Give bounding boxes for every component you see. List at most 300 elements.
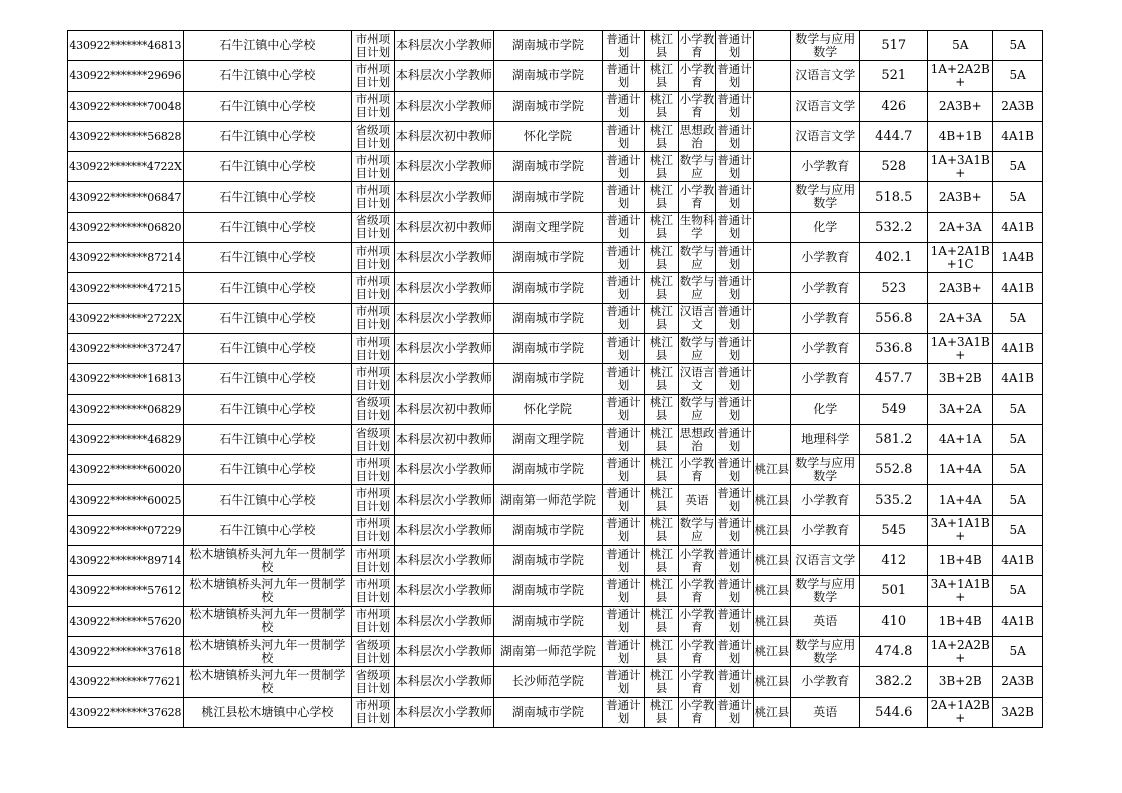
school-cell: 石牛江镇中心学校 [183, 273, 351, 303]
grade-b-cell: 5A [993, 61, 1043, 91]
school-cell: 松木塘镇桥头河九年一贯制学校 [183, 636, 351, 666]
major-cell: 小学教育 [678, 182, 716, 212]
plan-level-cell: 市州项目计划 [352, 546, 395, 576]
school-cell: 石牛江镇中心学校 [183, 333, 351, 363]
id-number-cell: 430922*******89714 [68, 546, 184, 576]
grade-b-cell: 5A [993, 636, 1043, 666]
major-cell: 数学与应 [678, 394, 716, 424]
county-cell: 桃江县 [645, 152, 678, 182]
grade-a-cell: 1A+3A1B+ [928, 152, 993, 182]
school-cell: 石牛江镇中心学校 [183, 31, 351, 61]
position-type-cell: 本科层次小学教师 [394, 515, 493, 545]
university-cell: 湖南第一师范学院 [494, 485, 603, 515]
plan-type-cell: 普通计划 [602, 91, 645, 121]
county-cell: 桃江县 [645, 455, 678, 485]
major-cell: 小学教育 [678, 606, 716, 636]
position-type-cell: 本科层次小学教师 [394, 182, 493, 212]
grade-b-cell: 5A [993, 31, 1043, 61]
grade-a-cell: 5A [928, 31, 993, 61]
plan-level-cell: 市州项目计划 [352, 606, 395, 636]
score-cell: 501 [860, 576, 928, 606]
subject-cell: 小学教育 [791, 243, 860, 273]
major-cell: 英语 [678, 485, 716, 515]
grade-b-cell: 2A3B [993, 667, 1043, 697]
plan-level-cell: 省级项目计划 [352, 424, 395, 454]
grade-b-cell: 4A1B [993, 606, 1043, 636]
major-cell: 数学与应 [678, 515, 716, 545]
university-cell: 长沙师范学院 [494, 667, 603, 697]
county-cell: 桃江县 [645, 91, 678, 121]
id-number-cell: 430922*******46829 [68, 424, 184, 454]
plan-type-cell: 普通计划 [602, 243, 645, 273]
plan-cell: 普通计划 [716, 667, 754, 697]
plan-level-cell: 市州项目计划 [352, 364, 395, 394]
grade-b-cell: 4A1B [993, 273, 1043, 303]
table-row [68, 546, 1043, 576]
county-cell: 桃江县 [645, 303, 678, 333]
university-cell: 湖南城市学院 [494, 182, 603, 212]
position-type-cell: 本科层次小学教师 [394, 303, 493, 333]
grade-b-cell: 5A [993, 485, 1043, 515]
plan-cell: 普通计划 [716, 636, 754, 666]
subject-cell: 小学教育 [791, 303, 860, 333]
county-cell: 桃江县 [645, 697, 678, 727]
county-extra-cell [753, 394, 791, 424]
grade-a-cell: 1A+4A [928, 485, 993, 515]
plan-type-cell: 普通计划 [602, 212, 645, 242]
score-cell: 410 [860, 606, 928, 636]
grade-a-cell: 1A+3A1B+ [928, 333, 993, 363]
table-row [68, 424, 1043, 454]
subject-cell: 化学 [791, 394, 860, 424]
plan-type-cell: 普通计划 [602, 31, 645, 61]
plan-type-cell: 普通计划 [602, 667, 645, 697]
university-cell: 湖南城市学院 [494, 31, 603, 61]
plan-level-cell: 市州项目计划 [352, 697, 395, 727]
grade-a-cell: 3B+2B [928, 364, 993, 394]
plan-cell: 普通计划 [716, 606, 754, 636]
county-extra-cell [753, 273, 791, 303]
major-cell: 小学教育 [678, 667, 716, 697]
school-cell: 石牛江镇中心学校 [183, 243, 351, 273]
major-cell: 小学教育 [678, 546, 716, 576]
plan-type-cell: 普通计划 [602, 485, 645, 515]
grade-b-cell: 2A3B [993, 91, 1043, 121]
id-number-cell: 430922*******77621 [68, 667, 184, 697]
county-cell: 桃江县 [645, 212, 678, 242]
grade-b-cell: 4A1B [993, 333, 1043, 363]
grade-a-cell: 3A+1A1B+ [928, 576, 993, 606]
school-cell: 石牛江镇中心学校 [183, 515, 351, 545]
score-cell: 402.1 [860, 243, 928, 273]
county-cell: 桃江县 [645, 485, 678, 515]
id-number-cell: 430922*******70048 [68, 91, 184, 121]
subject-cell: 数学与应用数学 [791, 636, 860, 666]
id-number-cell: 430922*******56828 [68, 121, 184, 151]
id-number-cell: 430922*******57612 [68, 576, 184, 606]
major-cell: 数学与应 [678, 152, 716, 182]
id-number-cell: 430922*******57620 [68, 606, 184, 636]
plan-type-cell: 普通计划 [602, 455, 645, 485]
plan-cell: 普通计划 [716, 697, 754, 727]
plan-cell: 普通计划 [716, 364, 754, 394]
county-extra-cell [753, 243, 791, 273]
county-cell: 桃江县 [645, 182, 678, 212]
school-cell: 松木塘镇桥头河九年一贯制学校 [183, 606, 351, 636]
county-extra-cell [753, 152, 791, 182]
plan-cell: 普通计划 [716, 333, 754, 363]
school-cell: 松木塘镇桥头河九年一贯制学校 [183, 667, 351, 697]
plan-cell: 普通计划 [716, 273, 754, 303]
id-number-cell: 430922*******46813 [68, 31, 184, 61]
university-cell: 怀化学院 [494, 121, 603, 151]
school-cell: 石牛江镇中心学校 [183, 212, 351, 242]
id-number-cell: 430922*******37618 [68, 636, 184, 666]
subject-cell: 小学教育 [791, 333, 860, 363]
position-type-cell: 本科层次小学教师 [394, 91, 493, 121]
county-cell: 桃江县 [645, 636, 678, 666]
university-cell: 湖南城市学院 [494, 606, 603, 636]
score-cell: 426 [860, 91, 928, 121]
position-type-cell: 本科层次小学教师 [394, 152, 493, 182]
position-type-cell: 本科层次小学教师 [394, 364, 493, 394]
plan-level-cell: 市州项目计划 [352, 333, 395, 363]
county-extra-cell [753, 212, 791, 242]
id-number-cell: 430922*******4722X [68, 152, 184, 182]
major-cell: 生物科学 [678, 212, 716, 242]
county-extra-cell [753, 61, 791, 91]
grade-b-cell: 4A1B [993, 121, 1043, 151]
grade-b-cell: 5A [993, 182, 1043, 212]
school-cell: 石牛江镇中心学校 [183, 152, 351, 182]
position-type-cell: 本科层次小学教师 [394, 576, 493, 606]
grade-a-cell: 3B+2B [928, 667, 993, 697]
id-number-cell: 430922*******06847 [68, 182, 184, 212]
grade-b-cell: 4A1B [993, 364, 1043, 394]
table-row [68, 121, 1043, 151]
subject-cell: 数学与应用数学 [791, 31, 860, 61]
position-type-cell: 本科层次小学教师 [394, 667, 493, 697]
position-type-cell: 本科层次小学教师 [394, 485, 493, 515]
school-cell: 桃江县松木塘镇中心学校 [183, 697, 351, 727]
county-extra-cell: 桃江县 [753, 636, 791, 666]
university-cell: 湖南城市学院 [494, 364, 603, 394]
major-cell: 小学教育 [678, 91, 716, 121]
plan-cell: 普通计划 [716, 61, 754, 91]
county-extra-cell [753, 333, 791, 363]
grade-b-cell: 5A [993, 152, 1043, 182]
grade-b-cell: 1A4B [993, 243, 1043, 273]
county-cell: 桃江县 [645, 667, 678, 697]
plan-cell: 普通计划 [716, 121, 754, 151]
plan-level-cell: 市州项目计划 [352, 152, 395, 182]
county-cell: 桃江县 [645, 243, 678, 273]
county-cell: 桃江县 [645, 424, 678, 454]
school-cell: 石牛江镇中心学校 [183, 91, 351, 121]
school-cell: 石牛江镇中心学校 [183, 303, 351, 333]
plan-type-cell: 普通计划 [602, 152, 645, 182]
university-cell: 湖南文理学院 [494, 212, 603, 242]
table-row [68, 455, 1043, 485]
score-cell: 518.5 [860, 182, 928, 212]
grade-a-cell: 1A+4A [928, 455, 993, 485]
plan-type-cell: 普通计划 [602, 606, 645, 636]
county-extra-cell: 桃江县 [753, 485, 791, 515]
grade-a-cell: 2A3B+ [928, 273, 993, 303]
county-cell: 桃江县 [645, 394, 678, 424]
major-cell: 汉语言文 [678, 364, 716, 394]
table-row [68, 515, 1043, 545]
county-extra-cell [753, 121, 791, 151]
score-cell: 545 [860, 515, 928, 545]
school-cell: 石牛江镇中心学校 [183, 121, 351, 151]
position-type-cell: 本科层次初中教师 [394, 212, 493, 242]
table-row [68, 606, 1043, 636]
table-row [68, 91, 1043, 121]
grade-b-cell: 5A [993, 394, 1043, 424]
plan-level-cell: 市州项目计划 [352, 515, 395, 545]
score-cell: 556.8 [860, 303, 928, 333]
plan-type-cell: 普通计划 [602, 546, 645, 576]
grade-a-cell: 2A+1A2B+ [928, 697, 993, 727]
id-number-cell: 430922*******37628 [68, 697, 184, 727]
position-type-cell: 本科层次小学教师 [394, 333, 493, 363]
position-type-cell: 本科层次小学教师 [394, 546, 493, 576]
id-number-cell: 430922*******60025 [68, 485, 184, 515]
score-cell: 581.2 [860, 424, 928, 454]
plan-type-cell: 普通计划 [602, 303, 645, 333]
score-cell: 457.7 [860, 364, 928, 394]
score-cell: 444.7 [860, 121, 928, 151]
major-cell: 数学与应 [678, 333, 716, 363]
subject-cell: 小学教育 [791, 152, 860, 182]
id-number-cell: 430922*******37247 [68, 333, 184, 363]
university-cell: 湖南城市学院 [494, 697, 603, 727]
university-cell: 湖南城市学院 [494, 243, 603, 273]
grade-a-cell: 2A3B+ [928, 182, 993, 212]
score-cell: 549 [860, 394, 928, 424]
plan-type-cell: 普通计划 [602, 515, 645, 545]
county-extra-cell: 桃江县 [753, 667, 791, 697]
university-cell: 湖南城市学院 [494, 455, 603, 485]
position-type-cell: 本科层次初中教师 [394, 424, 493, 454]
plan-cell: 普通计划 [716, 243, 754, 273]
grade-b-cell: 5A [993, 455, 1043, 485]
school-cell: 石牛江镇中心学校 [183, 394, 351, 424]
score-cell: 523 [860, 273, 928, 303]
grade-a-cell: 1A+2A2B+ [928, 61, 993, 91]
major-cell: 数学与应 [678, 273, 716, 303]
plan-level-cell: 市州项目计划 [352, 31, 395, 61]
university-cell: 湖南城市学院 [494, 515, 603, 545]
plan-level-cell: 市州项目计划 [352, 303, 395, 333]
data-table [67, 30, 1043, 728]
major-cell: 汉语言文 [678, 303, 716, 333]
school-cell: 石牛江镇中心学校 [183, 455, 351, 485]
county-extra-cell [753, 424, 791, 454]
university-cell: 湖南城市学院 [494, 576, 603, 606]
plan-level-cell: 市州项目计划 [352, 485, 395, 515]
grade-b-cell: 5A [993, 515, 1043, 545]
id-number-cell: 430922*******60020 [68, 455, 184, 485]
plan-level-cell: 市州项目计划 [352, 273, 395, 303]
county-cell: 桃江县 [645, 31, 678, 61]
plan-type-cell: 普通计划 [602, 121, 645, 151]
grade-a-cell: 1A+2A2B+ [928, 636, 993, 666]
id-number-cell: 430922*******16813 [68, 364, 184, 394]
plan-type-cell: 普通计划 [602, 61, 645, 91]
plan-level-cell: 市州项目计划 [352, 243, 395, 273]
plan-cell: 普通计划 [716, 303, 754, 333]
subject-cell: 汉语言文学 [791, 121, 860, 151]
plan-cell: 普通计划 [716, 485, 754, 515]
plan-level-cell: 省级项目计划 [352, 636, 395, 666]
plan-cell: 普通计划 [716, 424, 754, 454]
school-cell: 石牛江镇中心学校 [183, 364, 351, 394]
grade-a-cell: 4A+1A [928, 424, 993, 454]
school-cell: 石牛江镇中心学校 [183, 182, 351, 212]
university-cell: 怀化学院 [494, 394, 603, 424]
university-cell: 湖南城市学院 [494, 546, 603, 576]
grade-a-cell: 2A+3A [928, 212, 993, 242]
subject-cell: 英语 [791, 697, 860, 727]
county-cell: 桃江县 [645, 546, 678, 576]
county-extra-cell [753, 182, 791, 212]
position-type-cell: 本科层次小学教师 [394, 697, 493, 727]
plan-level-cell: 市州项目计划 [352, 455, 395, 485]
county-extra-cell: 桃江县 [753, 546, 791, 576]
school-cell: 石牛江镇中心学校 [183, 424, 351, 454]
position-type-cell: 本科层次初中教师 [394, 394, 493, 424]
university-cell: 湖南城市学院 [494, 152, 603, 182]
grade-a-cell: 2A+3A [928, 303, 993, 333]
subject-cell: 小学教育 [791, 515, 860, 545]
county-extra-cell [753, 91, 791, 121]
table-row [68, 243, 1043, 273]
county-extra-cell [753, 303, 791, 333]
county-cell: 桃江县 [645, 333, 678, 363]
subject-cell: 数学与应用数学 [791, 576, 860, 606]
plan-cell: 普通计划 [716, 152, 754, 182]
position-type-cell: 本科层次小学教师 [394, 636, 493, 666]
grade-b-cell: 3A2B [993, 697, 1043, 727]
grade-b-cell: 5A [993, 424, 1043, 454]
score-cell: 532.2 [860, 212, 928, 242]
university-cell: 湖南城市学院 [494, 333, 603, 363]
table-row [68, 667, 1043, 697]
county-extra-cell [753, 31, 791, 61]
county-extra-cell: 桃江县 [753, 576, 791, 606]
score-cell: 528 [860, 152, 928, 182]
county-extra-cell [753, 364, 791, 394]
position-type-cell: 本科层次小学教师 [394, 61, 493, 91]
plan-cell: 普通计划 [716, 576, 754, 606]
table-row [68, 182, 1043, 212]
plan-type-cell: 普通计划 [602, 636, 645, 666]
county-cell: 桃江县 [645, 121, 678, 151]
plan-type-cell: 普通计划 [602, 394, 645, 424]
major-cell: 小学教育 [678, 636, 716, 666]
table-row [68, 152, 1043, 182]
plan-cell: 普通计划 [716, 546, 754, 576]
id-number-cell: 430922*******2722X [68, 303, 184, 333]
major-cell: 数学与应 [678, 243, 716, 273]
subject-cell: 汉语言文学 [791, 61, 860, 91]
grade-a-cell: 4B+1B [928, 121, 993, 151]
id-number-cell: 430922*******47215 [68, 273, 184, 303]
plan-level-cell: 省级项目计划 [352, 121, 395, 151]
plan-cell: 普通计划 [716, 212, 754, 242]
id-number-cell: 430922*******06820 [68, 212, 184, 242]
table-row [68, 636, 1043, 666]
id-number-cell: 430922*******87214 [68, 243, 184, 273]
grade-b-cell: 4A1B [993, 212, 1043, 242]
subject-cell: 英语 [791, 606, 860, 636]
plan-cell: 普通计划 [716, 515, 754, 545]
position-type-cell: 本科层次初中教师 [394, 121, 493, 151]
plan-type-cell: 普通计划 [602, 364, 645, 394]
plan-level-cell: 省级项目计划 [352, 212, 395, 242]
table-body [68, 31, 1043, 728]
major-cell: 思想政治 [678, 424, 716, 454]
major-cell: 小学教育 [678, 576, 716, 606]
subject-cell: 数学与应用数学 [791, 182, 860, 212]
score-cell: 536.8 [860, 333, 928, 363]
table-row [68, 485, 1043, 515]
county-cell: 桃江县 [645, 576, 678, 606]
id-number-cell: 430922*******06829 [68, 394, 184, 424]
table-row [68, 303, 1043, 333]
plan-level-cell: 市州项目计划 [352, 91, 395, 121]
subject-cell: 地理科学 [791, 424, 860, 454]
score-cell: 521 [860, 61, 928, 91]
table-row [68, 273, 1043, 303]
university-cell: 湖南城市学院 [494, 61, 603, 91]
subject-cell: 小学教育 [791, 364, 860, 394]
table-row [68, 61, 1043, 91]
plan-cell: 普通计划 [716, 394, 754, 424]
grade-a-cell: 1B+4B [928, 606, 993, 636]
plan-cell: 普通计划 [716, 31, 754, 61]
position-type-cell: 本科层次小学教师 [394, 455, 493, 485]
table-row [68, 333, 1043, 363]
major-cell: 小学教育 [678, 455, 716, 485]
university-cell: 湖南城市学院 [494, 91, 603, 121]
subject-cell: 化学 [791, 212, 860, 242]
plan-type-cell: 普通计划 [602, 576, 645, 606]
university-cell: 湖南城市学院 [494, 303, 603, 333]
table-row [68, 212, 1043, 242]
major-cell: 小学教育 [678, 697, 716, 727]
plan-level-cell: 市州项目计划 [352, 576, 395, 606]
score-cell: 412 [860, 546, 928, 576]
id-number-cell: 430922*******29696 [68, 61, 184, 91]
id-number-cell: 430922*******07229 [68, 515, 184, 545]
score-cell: 517 [860, 31, 928, 61]
county-cell: 桃江县 [645, 515, 678, 545]
grade-b-cell: 4A1B [993, 546, 1043, 576]
position-type-cell: 本科层次小学教师 [394, 31, 493, 61]
grade-a-cell: 3A+1A1B+ [928, 515, 993, 545]
table-row [68, 576, 1043, 606]
university-cell: 湖南第一师范学院 [494, 636, 603, 666]
score-cell: 474.8 [860, 636, 928, 666]
university-cell: 湖南文理学院 [494, 424, 603, 454]
university-cell: 湖南城市学院 [494, 273, 603, 303]
table-row [68, 394, 1043, 424]
table-row [68, 364, 1043, 394]
plan-cell: 普通计划 [716, 91, 754, 121]
